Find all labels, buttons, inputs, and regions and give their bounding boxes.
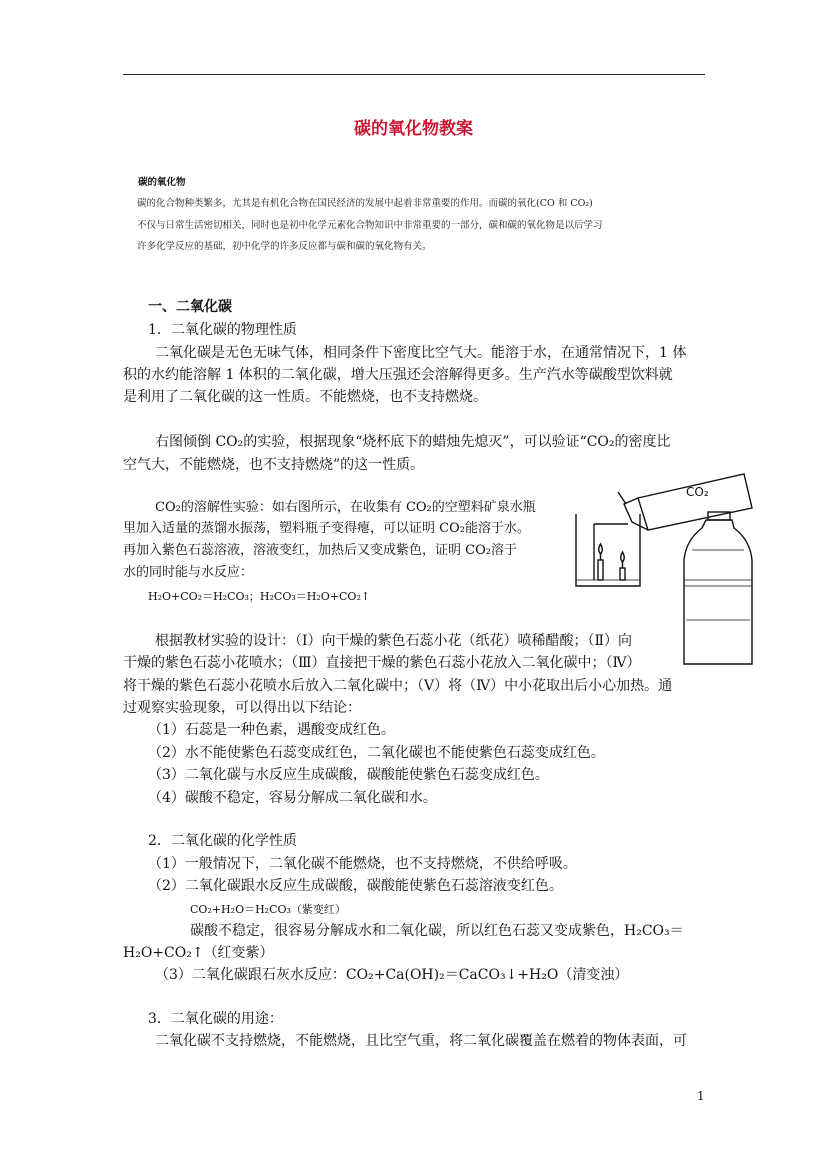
- co2-experiment-figure: [566, 468, 756, 668]
- paragraph-line: 过观察实验现象，可以得出以下结论：: [123, 700, 361, 716]
- chemical-item: （2）二氧化碳跟水反应生成碳酸，碳酸能使紫色石蕊溶液变红色。: [148, 878, 563, 894]
- intro-line: 许多化学反应的基础，初中化学的许多反应都与碳和碳的氧化物有关。: [137, 241, 432, 252]
- intro-line: 碳的化合物种类繁多，尤其是有机化合物在国民经济的发展中起着非常重要的作用。而碳的氧化(CO 和 CO₂): [137, 198, 593, 209]
- subheading-uses: 3．二氧化碳的用途：: [148, 1011, 283, 1027]
- conclusion-item: （2）水不能使紫色石蕊变成红色，二氧化碳也不能使紫色石蕊变成红色。: [148, 745, 605, 761]
- intro-heading: 碳的氧化物: [138, 177, 186, 188]
- conclusion-item: （3）二氧化碳与水反应生成碳酸，碳酸能使紫色石蕊变成红色。: [148, 767, 549, 783]
- page-number: 1: [697, 1089, 705, 1103]
- paragraph-line: 碳酸不稳定，很容易分解成水和二氧化碳，所以红色石蕊又变成紫色，H₂CO₃＝: [190, 923, 684, 939]
- conclusion-item: （1）石蕊是一种色素，遇酸变成红色。: [148, 722, 395, 738]
- paragraph-line: 右图倾倒 CO₂的实验，根据现象“烧杯底下的蜡烛先熄灭”，可以验证“CO₂的密度比: [155, 434, 671, 450]
- paragraph-line: 是利用了二氧化碳的这一性质。不能燃烧，也不支持燃烧。: [123, 389, 487, 405]
- paragraph-line: 积的水约能溶解 1 体积的二氧化碳，增大压强还会溶解得更多。生产汽水等碳酸型饮料就: [123, 367, 673, 383]
- page-title: 碳的氧化物教案: [354, 119, 473, 139]
- equation: CO₂+H₂O＝H₂CO₃（紫变红）: [190, 903, 346, 916]
- paragraph-line: 根据教材实验的设计：（Ⅰ）向干燥的紫色石蕊小花（纸花）喷稀醋酸；（Ⅱ）向: [155, 633, 633, 649]
- paragraph-line: 里加入适量的蒸馏水振荡，塑料瓶子变得瘪，可以证明 CO₂能溶于水。: [123, 521, 530, 536]
- subheading-chemical: 2．二氧化碳的化学性质: [148, 833, 297, 849]
- section-heading: 一、二氧化碳: [148, 299, 232, 315]
- paragraph-line: 水的同时能与水反应：: [123, 565, 254, 580]
- paragraph-line: 二氧化碳是无色无味气体，相同条件下密度比空气大。能溶于水，在通常情况下，1 体: [155, 345, 687, 361]
- paragraph-line: 干燥的紫色石蕊小花喷水；（Ⅲ）直接把干燥的紫色石蕊小花放入二氧化碳中；（Ⅳ）: [123, 655, 641, 671]
- header-rule: [123, 74, 705, 75]
- paragraph-line: CO₂的溶解性实验：如右图所示，在收集有 CO₂的空塑料矿泉水瓶: [155, 500, 536, 515]
- paragraph-line: 再加入紫色石蕊溶液，溶液变红，加热后又变成紫色，证明 CO₂溶于: [123, 543, 517, 558]
- paragraph-line: 将干燥的紫色石蕊小花喷水后放入二氧化碳中；（Ⅴ）将（Ⅳ）中小花取出后小心加热。通: [123, 678, 673, 694]
- co2-label: CO₂: [686, 485, 709, 499]
- paragraph-line: 二氧化碳不支持燃烧，不能燃烧，且比空气重，将二氧化碳覆盖在燃着的物体表面，可: [155, 1033, 687, 1049]
- conclusion-item: （4）碳酸不稳定，容易分解成二氧化碳和水。: [148, 790, 437, 806]
- chemical-item: （3）二氧化碳跟石灰水反应：CO₂+Ca(OH)₂＝CaCO₃↓+H₂O（清变浊）: [155, 967, 629, 983]
- equation: H₂O+CO₂＝H₂CO₃；H₂CO₃＝H₂O+CO₂↑: [148, 590, 371, 603]
- subheading-physical: 1．二氧化碳的物理性质: [148, 322, 297, 338]
- paragraph-line: 空气大，不能燃烧，也不支持燃烧”的这一性质。: [123, 457, 425, 473]
- paragraph-line: H₂O+CO₂↑（红变紫）: [123, 945, 274, 961]
- chemical-item: （1）一般情况下，二氧化碳不能燃烧，也不支持燃烧，不供给呼吸。: [148, 856, 577, 872]
- intro-line: 不仅与日常生活密切相关，同时也是初中化学元素化合物知识中非常重要的一部分，碳和碳的氧化物是以后学习: [137, 220, 603, 231]
